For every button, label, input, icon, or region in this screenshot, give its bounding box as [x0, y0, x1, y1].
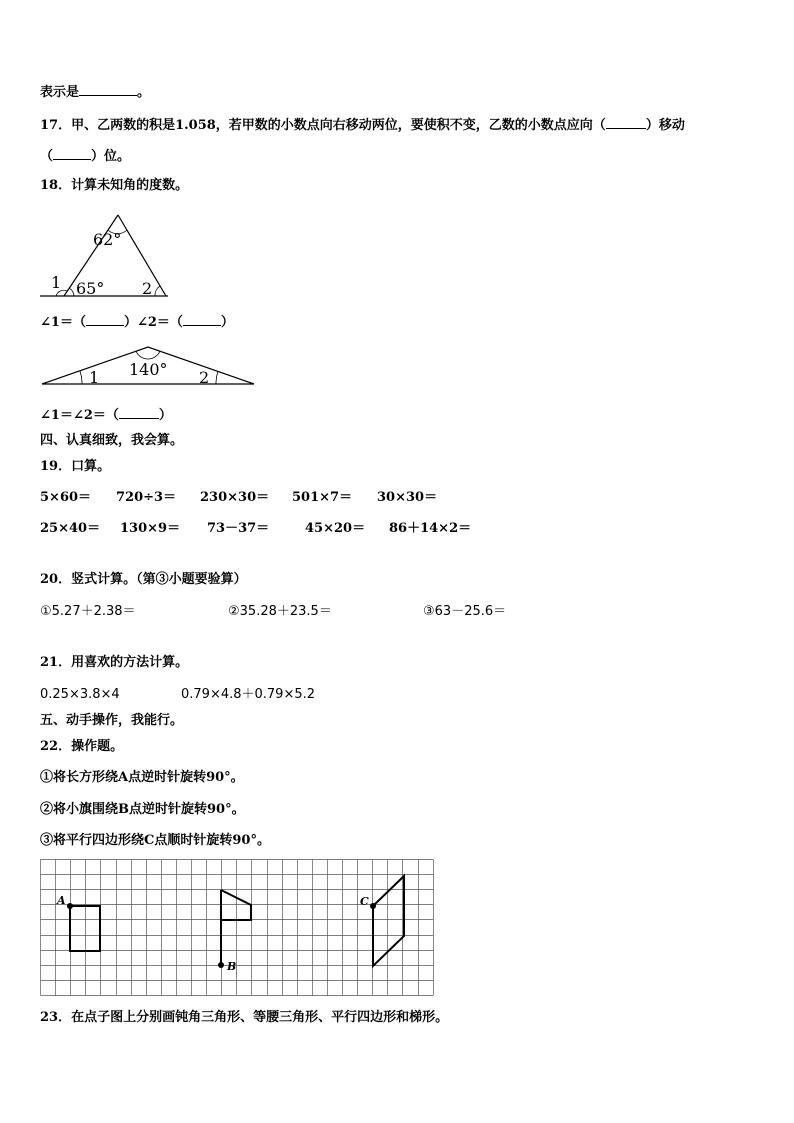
- q19-r1-c1: 5×60＝: [40, 490, 92, 505]
- angle-1-label-2: 1: [89, 368, 100, 387]
- q17-text-end2: ）位。: [91, 149, 131, 164]
- q19-r1-c3: 230×30＝: [200, 490, 270, 505]
- q18-answer-2: [40, 406, 172, 424]
- q18-answer-1: [40, 313, 234, 331]
- q21-item-2: 0.79×4.8＋0.79×5.2: [181, 687, 316, 702]
- angle2-prompt: ）∠2＝（: [123, 315, 183, 330]
- flag-shape: [221, 890, 251, 965]
- triangle-figure-1: [40, 215, 168, 298]
- q20-title: 20．竖式计算。（第③小题要验算）: [40, 572, 247, 587]
- q19-r2-c4: 45×20＝: [305, 521, 366, 536]
- angle-2-label: 2: [142, 279, 153, 298]
- rectangle-shape: [70, 906, 100, 951]
- angle-2-label-2: 2: [199, 368, 210, 387]
- point-b: [218, 962, 224, 968]
- prev-answer-text: 表示是: [40, 85, 80, 100]
- q19-r2-c1: 25×40＝: [40, 521, 101, 536]
- label-a: A: [57, 894, 66, 907]
- angle1-blank[interactable]: [86, 313, 124, 326]
- label-b: B: [227, 960, 237, 973]
- q21-item-1: 0.25×3.8×4: [40, 687, 120, 702]
- q22-item-3: ③将平行四边形绕C点顺时针旋转90°。: [40, 833, 270, 848]
- q19-r1-c4: 501×7＝: [292, 490, 353, 505]
- q22-item-2: ②将小旗围绕B点逆时针旋转90°。: [40, 802, 245, 817]
- rotation-grid[interactable]: [40, 859, 436, 997]
- q17-paren-open: （: [40, 149, 54, 164]
- angle-140-label: 140°: [129, 360, 168, 379]
- angles-prompt: ∠1＝∠2＝（: [40, 408, 119, 423]
- paren-close-2: ）: [158, 408, 172, 423]
- point-c: [370, 903, 376, 909]
- q20-item-2: ②35.28＋23.5＝: [228, 604, 332, 619]
- q18-title: 18．计算未知角的度数。: [40, 178, 189, 193]
- angle-65-label: 65°: [76, 279, 105, 298]
- angles-blank[interactable]: [119, 406, 159, 419]
- label-c: C: [360, 895, 369, 908]
- q17-text-end: ）移动: [645, 118, 685, 133]
- paren-close: ）: [220, 315, 234, 330]
- angle2-blank[interactable]: [183, 313, 221, 326]
- q19-r1-c2: 720÷3＝: [116, 490, 177, 505]
- q23-title: 23．在点子图上分别画钝角三角形、等腰三角形、平行四边形和梯形。: [40, 1010, 449, 1025]
- angle-62-label: 62°: [93, 230, 122, 249]
- q19-r2-c5: 86＋14×2＝: [389, 521, 472, 536]
- q20-item-1: ①5.27＋2.38＝: [40, 604, 136, 619]
- q21-title: 21．用喜欢的方法计算。: [40, 655, 189, 670]
- q19-title: 19．口算。: [40, 459, 111, 474]
- q22-item-1: ①将长方形绕A点逆时针旋转90°。: [40, 770, 244, 785]
- q19-r1-c5: 30×30＝: [377, 490, 438, 505]
- angle1-prompt: ∠1＝（: [40, 315, 86, 330]
- q19-r2-c2: 130×9＝: [120, 521, 181, 536]
- q17-text: 17．甲、乙两数的积是1.058，若甲数的小数点向右移动两位，要使积不变，乙数的小数点应向（: [40, 118, 606, 133]
- q20-item-3: ③63－25.6＝: [423, 604, 507, 619]
- q22-title: 22．操作题。: [40, 739, 124, 754]
- angle-1-label: 1: [51, 273, 62, 292]
- triangle-figure-2: [42, 347, 254, 387]
- point-a: [67, 903, 73, 909]
- period: 。: [137, 85, 151, 100]
- q19-r2-c3: 73－37＝: [207, 521, 270, 536]
- section-5-heading: 五、动手操作，我能行。: [40, 713, 184, 728]
- section-4-heading: 四、认真细致，我会算。: [40, 433, 184, 448]
